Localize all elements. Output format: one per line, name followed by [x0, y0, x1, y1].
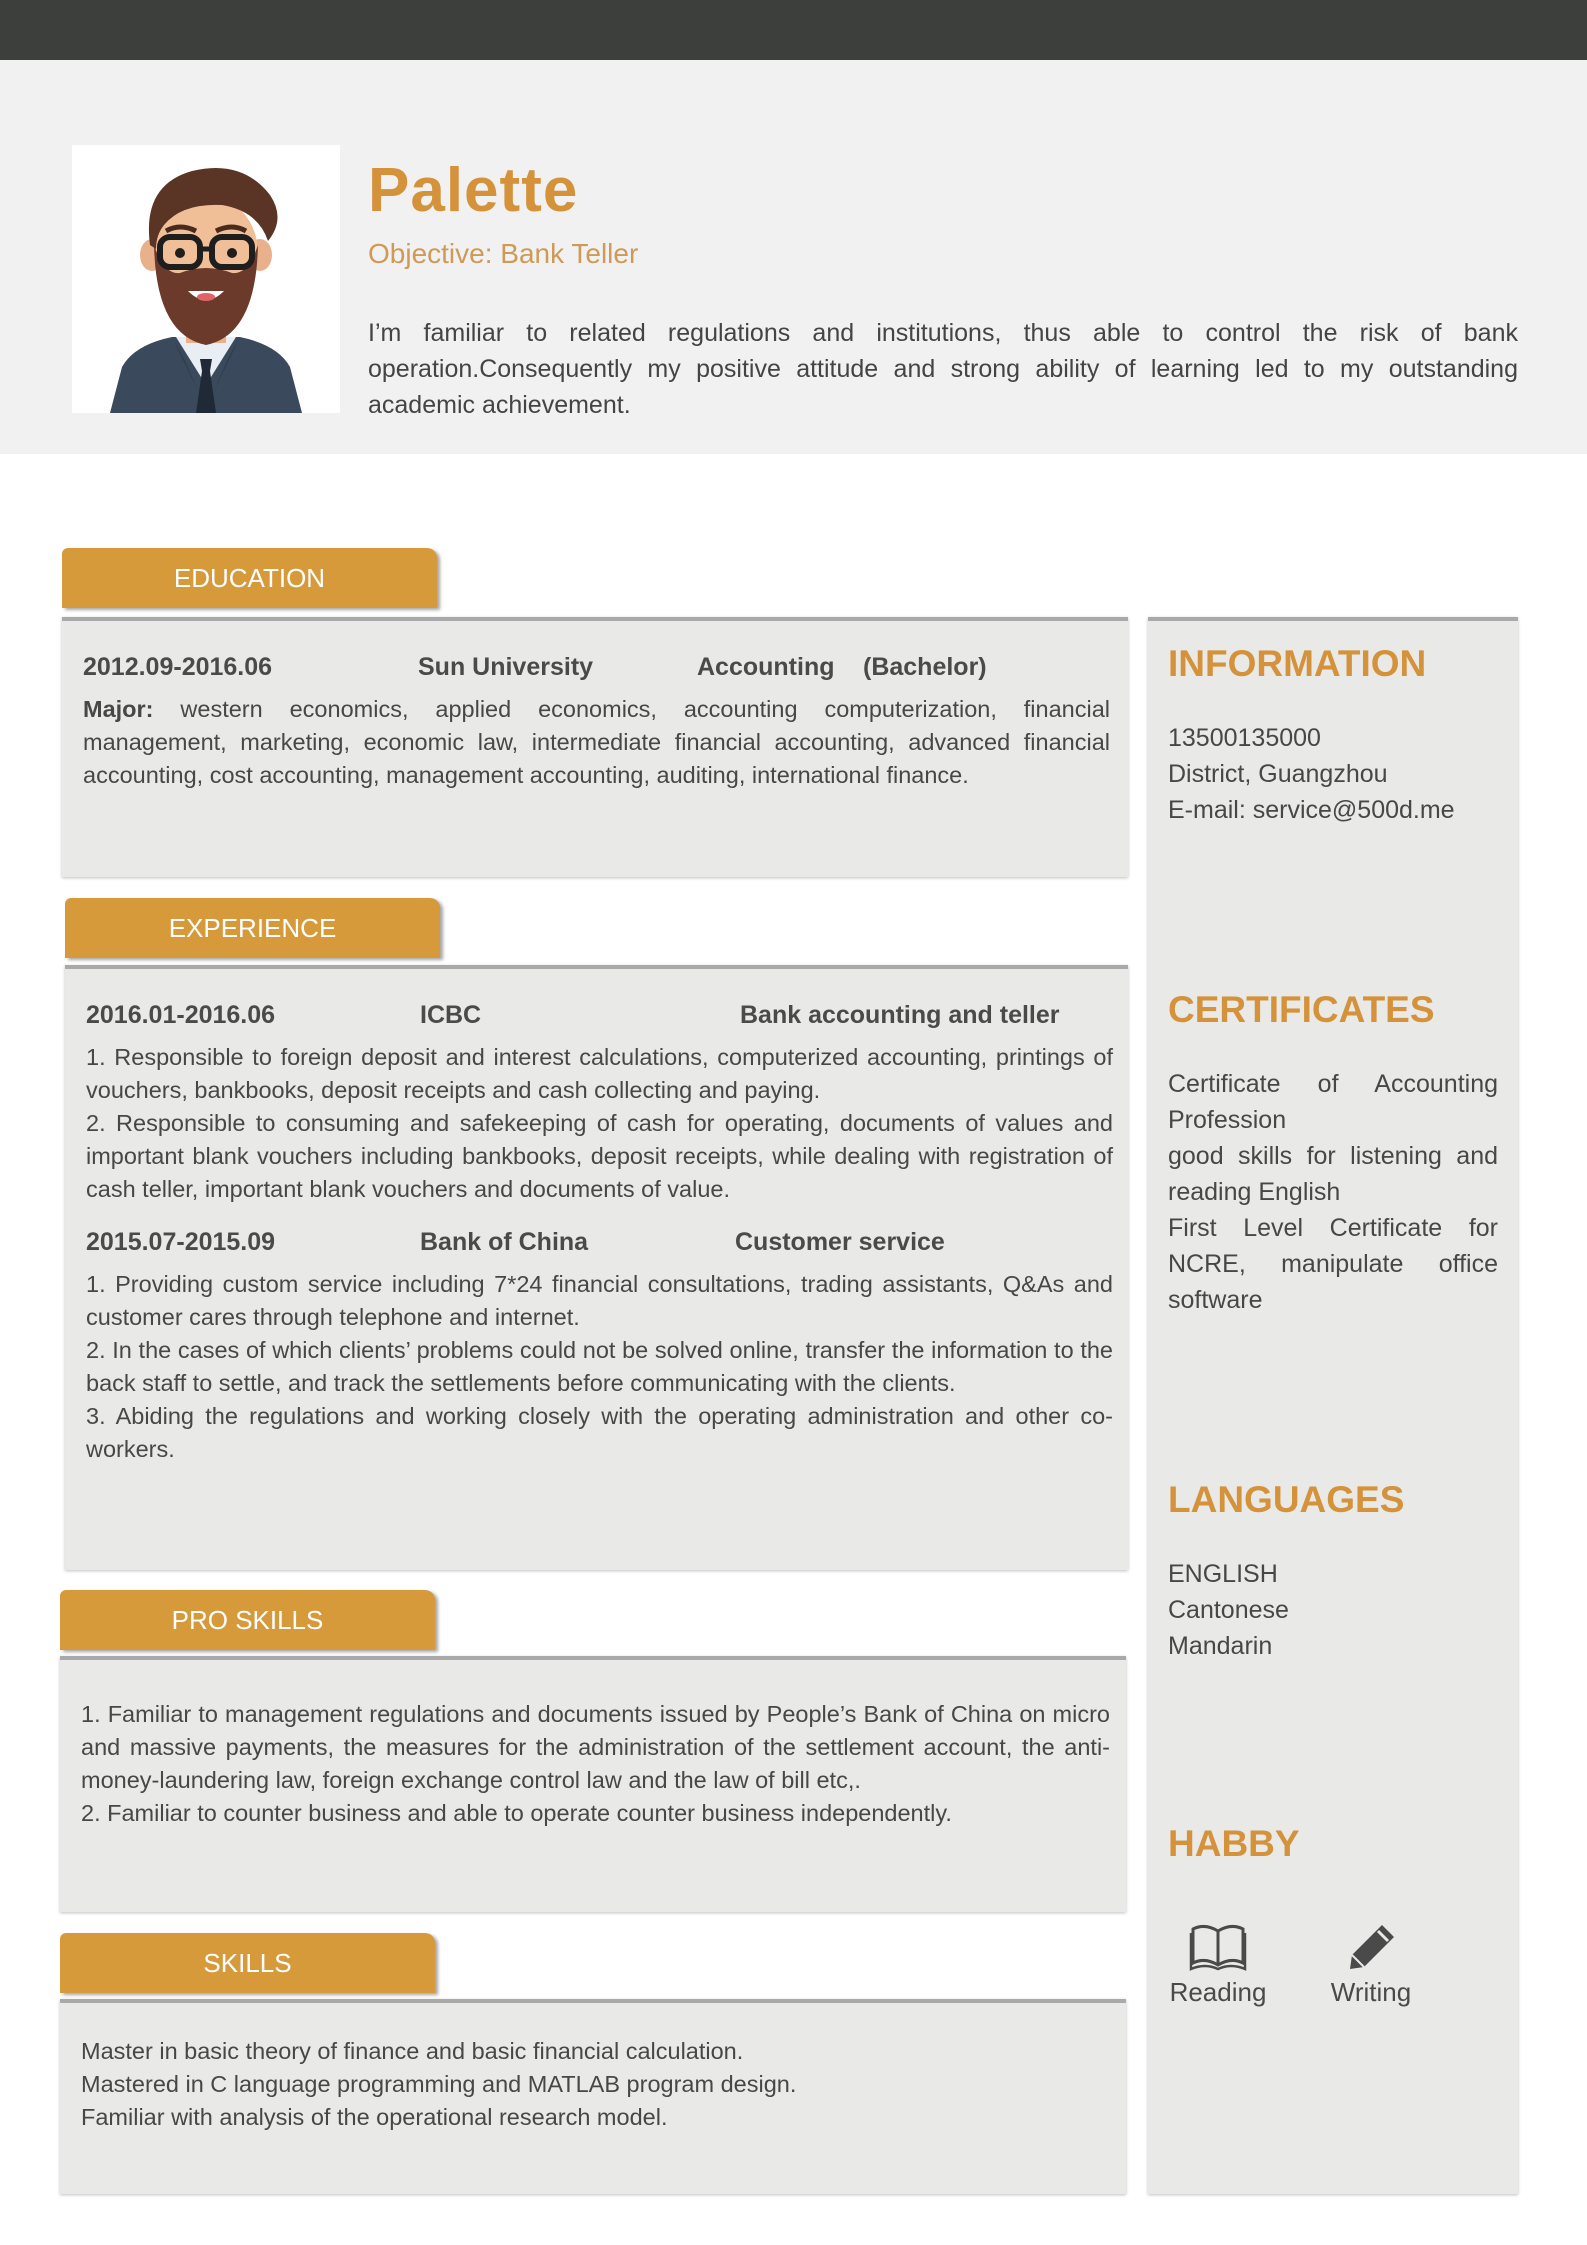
experience-title: EXPERIENCE — [168, 912, 337, 943]
pro-skill-item: 2. Familiar to counter business and able to operate counter business independently. — [81, 1800, 952, 1826]
skill-item: Master in basic theory of finance and basic financial calculation. — [81, 2038, 744, 2064]
pro-skill-item: 1. Familiar to management regulations and documents issued by People’s Bank of China on micro and massive payments, the measures for the administration of the settlement account, the anti-money-laundering law, foreign exchange control law and the law of bill etc,. — [81, 1701, 1110, 1793]
education-row — [83, 653, 1110, 693]
education-title: EDUCATION — [173, 562, 326, 593]
email: E-mail: service@500d.me — [1168, 796, 1455, 824]
job-date: 2016.01-2016.06 — [86, 1001, 276, 1029]
top-bar — [0, 0, 1587, 60]
skills-title: SKILLS — [203, 1947, 292, 1978]
certificate-item: Certificate of Accounting Profession — [1168, 1070, 1498, 1134]
education-degree: (Bachelor) — [863, 653, 987, 681]
education-panel — [62, 617, 1128, 877]
job-row — [86, 1001, 1113, 1041]
skill-item: Mastered in C language programming and MATLAB program design. — [81, 2071, 797, 2097]
hobby-title: HABBY — [1168, 1823, 1300, 1864]
information-list — [1168, 720, 1498, 828]
hobby-reading — [1168, 1923, 1268, 2008]
education-date: 2012.09-2016.06 — [83, 653, 273, 681]
pro-skills-tab — [60, 1590, 435, 1650]
job-item — [86, 1001, 1113, 1206]
major-text: western economics, applied economics, accounting computerization, financial management, marketing, economic law, intermediate financial accounting, advanced financial accounting, cost accounting, management accounting, auditing, international finance. — [83, 696, 1110, 788]
job-company: Bank of China — [420, 1228, 589, 1256]
avatar — [72, 145, 340, 413]
certificates-title: CERTIFICATES — [1168, 989, 1435, 1030]
languages-list — [1168, 1556, 1498, 1664]
education-major — [83, 693, 1110, 792]
summary: I’m familiar to related regulations and institutions, thus able to control the risk of bank operation.Consequently my positive attitude and strong ability of learning led to my outstanding academic achievement. — [368, 319, 1518, 419]
job-company: ICBC — [420, 1001, 482, 1029]
job-duty: 3. Abiding the regulations and working closely with the operating administration and other co-workers. — [86, 1403, 1113, 1462]
job-date: 2015.07-2015.09 — [86, 1228, 276, 1256]
job-role: Bank accounting and teller — [740, 1001, 1060, 1029]
language-item: Mandarin — [1168, 1632, 1273, 1660]
certificates-list — [1168, 1066, 1498, 1318]
avatar-illustration — [72, 145, 340, 413]
job-duty: 1. Responsible to foreign deposit and interest calculations, computerized accounting, printings of vouchers, bankbooks, deposit receipts and cash collecting and paying. — [86, 1044, 1113, 1103]
languages-title: LANGUAGES — [1168, 1479, 1405, 1520]
book-icon — [1189, 1923, 1247, 1971]
job-role: Customer service — [735, 1228, 945, 1256]
education-school: Sun University — [418, 653, 594, 681]
job-duty: 2. Responsible to consuming and safekeeping of cash for operating, documents of values and important blank vouchers including bankbooks, deposit receipts, while dealing with registration of cash teller, important blank vouchers and documents of value. — [86, 1110, 1113, 1202]
pencil-icon — [1342, 1923, 1400, 1971]
experience-panel — [65, 965, 1128, 1570]
job-row — [86, 1228, 1113, 1268]
language-item: Cantonese — [1168, 1596, 1289, 1624]
hobby-label: Reading — [1169, 1977, 1267, 2007]
pro-skills-panel — [60, 1656, 1126, 1912]
major-label: Major: — [83, 696, 154, 722]
certificate-item: good skills for listening and reading English — [1168, 1142, 1498, 1206]
skills-panel — [60, 1999, 1126, 2194]
education-major-name: Accounting — [697, 653, 835, 681]
district: District, Guangzhou — [1168, 760, 1388, 788]
phone-number: 13500135000 — [1168, 724, 1321, 752]
candidate-name: Palette — [368, 156, 579, 225]
job-duty: 1. Providing custom service including 7*24 financial consultations, trading assistants, Q&As and customer cares through telephone and internet. — [86, 1271, 1113, 1330]
education-tab — [62, 548, 437, 608]
information-title: INFORMATION — [1168, 643, 1427, 684]
job-item — [86, 1228, 1113, 1466]
hobby-writing — [1321, 1923, 1421, 2008]
certificate-item: First Level Certificate for NCRE, manipulate office software — [1168, 1214, 1498, 1314]
hobby-label: Writing — [1330, 1977, 1412, 2007]
pro-skills-title: PRO SKILLS — [171, 1604, 324, 1635]
sidebar-panel — [1148, 617, 1518, 2194]
skill-item: Familiar with analysis of the operational research model. — [81, 2104, 668, 2130]
skills-tab — [60, 1933, 435, 1993]
job-duty: 2. In the cases of which clients’ problems could not be solved online, transfer the information to the back staff to settle, and track the settlements before communicating with the clients. — [86, 1337, 1113, 1396]
experience-tab — [65, 898, 440, 958]
language-item: ENGLISH — [1168, 1560, 1278, 1588]
objective: Objective: Bank Teller — [368, 238, 639, 269]
